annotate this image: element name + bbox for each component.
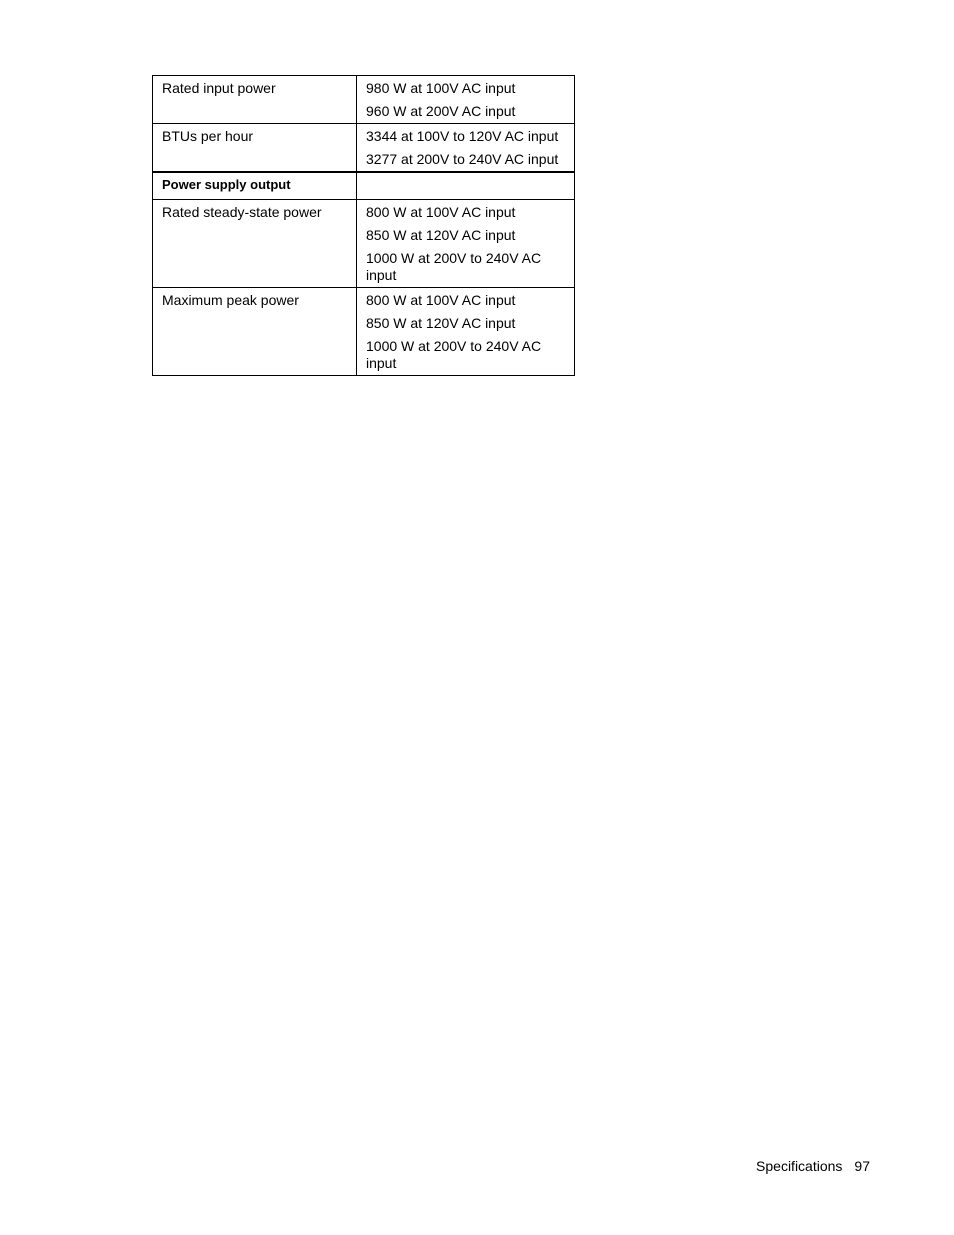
row-values [357, 124, 575, 173]
row-label: BTUs per hour [153, 124, 357, 173]
row-label: Maximum peak power [153, 288, 357, 376]
section-label: Power supply output [153, 172, 357, 200]
table-row [153, 288, 575, 376]
row-value: 1000 W at 200V to 240V AC input [366, 338, 542, 371]
table-row [153, 124, 575, 173]
row-value: 3277 at 200V to 240V AC input [366, 151, 559, 167]
page-footer [756, 1158, 870, 1174]
row-value: 1000 W at 200V to 240V AC input [366, 250, 542, 283]
table-row [153, 76, 575, 124]
row-value: 850 W at 120V AC input [366, 227, 516, 243]
row-label: Rated input power [153, 76, 357, 124]
row-values [357, 288, 575, 376]
row-label: Rated steady-state power [153, 200, 357, 288]
footer-section-name: Specifications [756, 1158, 843, 1174]
section-empty-cell [357, 172, 575, 200]
section-header-row [153, 172, 575, 200]
row-value: 800 W at 100V AC input [366, 292, 516, 308]
row-values [357, 200, 575, 288]
power-spec-table [152, 75, 575, 376]
row-value: 800 W at 100V AC input [366, 204, 516, 220]
row-value: 980 W at 100V AC input [366, 80, 516, 96]
row-values [357, 76, 575, 124]
table-row [153, 200, 575, 288]
row-value: 850 W at 120V AC input [366, 315, 516, 331]
page-number: 97 [854, 1158, 870, 1174]
row-value: 960 W at 200V AC input [366, 103, 516, 119]
row-value: 3344 at 100V to 120V AC input [366, 128, 559, 144]
